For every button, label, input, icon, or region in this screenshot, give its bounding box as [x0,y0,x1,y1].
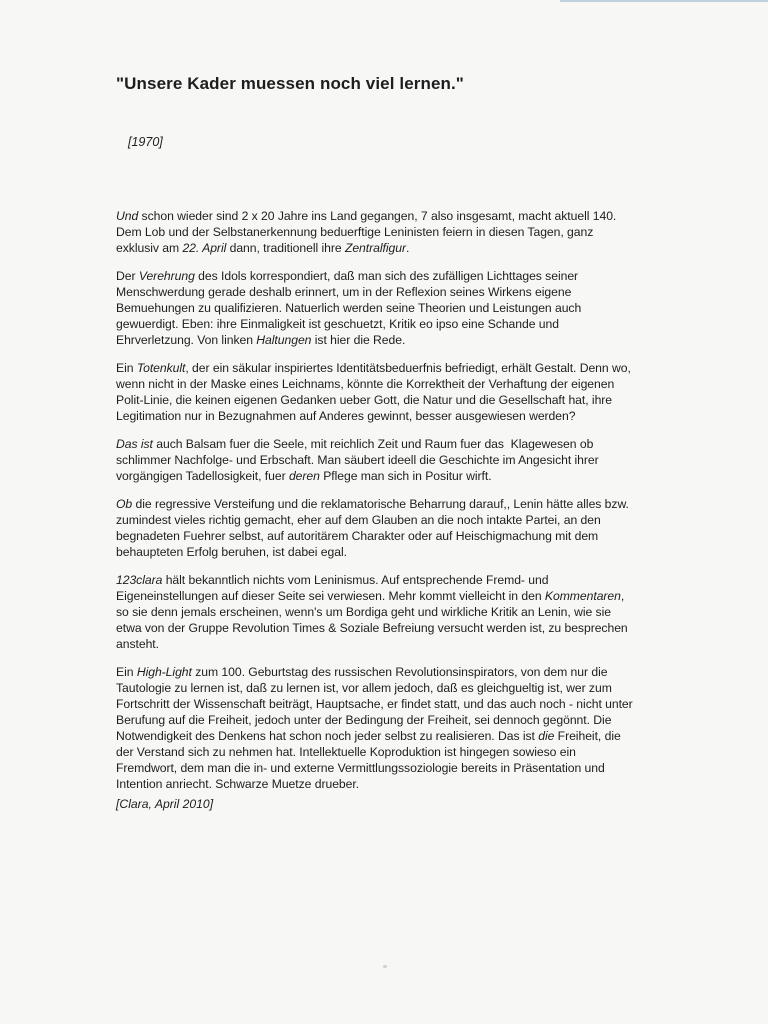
emphasis-text: deren [288,469,320,483]
emphasis-text: Totenkult [136,361,186,375]
emphasis-text: Das ist [116,437,153,451]
document-signature: [Clara, April 2010] [116,797,214,811]
paragraph-6 [116,572,636,652]
emphasis-text: 22. April [182,241,227,255]
emphasis-text: Zentralfigur [344,241,406,255]
paragraph-text: zum 100. Geburtstag des russischen Revolutionsinspirators, von dem nur die Tautologie zu lernen ist, daß zu lernen ist, vor allem jedoch, daß es gleichgueltig ist, wer zum Fortschritt der Wissenschaft beiträgt, Hauptsache, er findet statt, und das auch noch - nicht unter Berufung auf die Freiheit, jedoch unter der Bedingung der Freiheit, sei dennoch gegönnt. Die Notwendigkeit des Denkens hat schon noch jeder selbst zu realisieren. Das ist [116,665,637,743]
document-date: [1970] [128,135,163,149]
paragraph-5 [116,496,636,560]
paragraph-text: dann, traditionell ihre [226,241,345,255]
paragraph-text: Ein [116,361,137,375]
paragraph-text: Ein [116,665,137,679]
paragraph-1 [116,208,636,256]
paragraph-3 [116,360,636,424]
emphasis-text: Haltungen [256,333,312,347]
emphasis-text: Und [116,209,139,223]
emphasis-text: die [538,729,555,743]
paragraph-text: hält bekanntlich nichts vom Leninismus. Auf entsprechende Fremd- und Eigeneinstellungen auf dieser Seite sei verwiesen. Mehr kommt vielleicht in den [116,573,552,603]
scan-edge-line [560,0,768,2]
emphasis-text: Kommentaren [544,589,621,603]
emphasis-text: Ob [116,497,133,511]
emphasis-text: Verehrung [138,269,195,283]
paragraph-text: , der ein säkular inspiriertes Identitätsbeduerfnis befriedigt, erhält Gestalt. Denn wo, wenn nicht in der Maske eines Leichnams, könnte die Korrektheit der Verhaftung der eigenen Polit-Linie, die keinen eigenen Gedanken ueber Gott, die Natur und die Gesellschaft hat, ihre Legitimation nur in Bezugnahmen auf Anderes gewinnt, besser ausgewiesen werden? [116,361,635,423]
paragraph-text: auch Balsam fuer die Seele, mit reichlich Zeit und Raum fuer das Klagewesen ob schlimmer Nachfolge- und Erbschaft. Man säubert ideell die Geschichte im Angesicht ihrer vorgängigen Tadellosigkeit, fuer [116,437,602,483]
document-body [116,208,636,804]
paragraph-text: des Idols korrespondiert, daß man sich des zufälligen Lichttages seiner Menschwerdung gerade deshalb erinnert, um in der Reflexion seines Wirkens eigene Bemuehungen zu qualifizieren. Natuerlich werden seine Theorien und Leistungen auch gewuerdigt. Eben: ihre Einmaligkeit ist geschuetzt, Kritik eo ipso eine Schande und Ehrverletzung. Von linken [116,269,585,347]
document-title: "Unsere Kader muessen noch viel lernen." [116,74,464,93]
emphasis-text: 123clara [116,573,163,587]
paragraph-text: Der [116,269,139,283]
emphasis-text: High-Light [136,665,192,679]
paragraph-text: , so sie denn jemals erscheinen, wenn's um Bordiga geht und wirkliche Kritik an Lenin, wie sie etwa von der Gruppe Revolution Times & Soziale Befreiung versucht werden ist, zu besprechen ansteht. [116,589,632,651]
scan-speck [383,965,387,968]
paragraph-text: die regressive Versteifung und die reklamatorische Beharrung darauf,, Lenin hätte alles bzw. zumindest vieles richtig gemacht, eher auf dem Glauben an die noch intakte Partei, an den begnadeten Fuehrer selbst, auf autoritärem Charakter oder auf Heischigmachung mit dem behaupteten Erfolg beruhen, ist dabei egal. [116,497,633,559]
paragraph-text: Pflege man sich in Positur wirft. [319,469,492,483]
paragraph-4 [116,436,636,484]
paragraph-2 [116,268,636,348]
paragraph-text: schon wieder sind 2 x 20 Jahre ins Land gegangen, 7 also insgesamt, macht aktuell 140. Dem Lob und der Selbstanerkennung beduerftige Leninisten feiern in diesen Tagen, ganz exklusiv am [116,209,620,255]
paragraph-7 [116,664,636,792]
paragraph-text: . [405,241,410,255]
paragraph-text: Freiheit, die der Verstand sich zu nehmen hat. Intellektuelle Koproduktion ist hingegen sowieso ein Fremdwort, dem man die in- und externe Vermittlungssoziologie bereits in Präsentation und Intention anriecht. Schwarze Muetze drueber. [116,729,625,791]
paragraph-text: ist hier die Rede. [311,333,406,347]
